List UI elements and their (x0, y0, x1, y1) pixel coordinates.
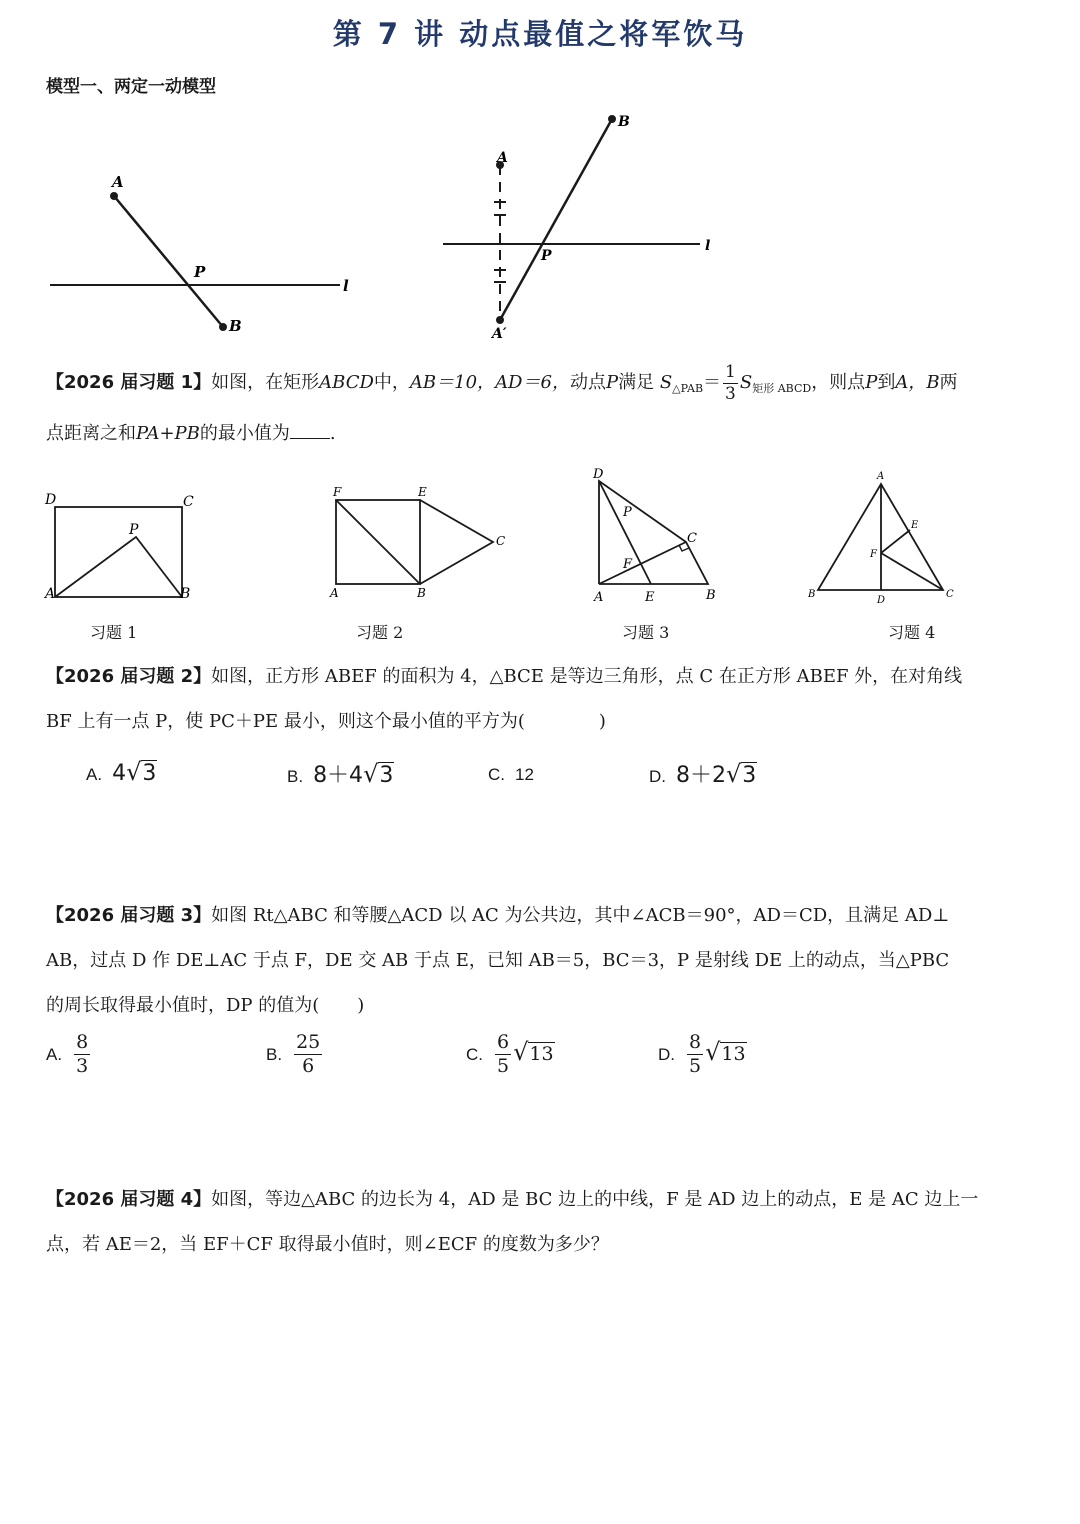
model-heading: 模型一、两定一动模型 (46, 77, 216, 97)
svg-text:C: C (687, 531, 697, 546)
caption-exercise-2: 习题 2 (356, 623, 404, 642)
question-3-line-2: AB，过点 D 作 DE⊥AC 于点 F，DE 交 AB 于点 E，已知 AB＝5，BC＝3，P 是射线 DE 上的动点，当△PBC (46, 950, 950, 971)
question-3-line-1: 【2026 届习题 3】如图 Rt△ABC 和等腰△ACD 以 AC 为公共边，其中∠ACB＝90°，AD＝CD，且满足 AD⊥ (46, 905, 950, 926)
question-2-line-1: 【2026 届习题 2】如图，正方形 ABEF 的面积为 4，△BCE 是等边三角形，点 C 在正方形 ABEF 外，在对角线 (46, 666, 963, 687)
svg-text:F: F (870, 549, 877, 560)
exercise-figure-4 (800, 465, 970, 610)
diagonal-bf (336, 500, 420, 584)
question-1-line-1: 【2026 届习题 1】如图，在矩形ABCD中，AB＝10，AD＝6，动点P满足 $S_{\triangle PAB}=$ $\frac{1}{3}$ $S_{矩形 ABCD}$，则点P到A，B两 (46, 361, 958, 404)
svg-text:B: B (417, 586, 426, 600)
point-a-prime (496, 316, 504, 324)
label-p: P (541, 248, 552, 264)
q3-option-c[interactable]: C. $\frac{6}{5}$ √13 (466, 1031, 554, 1077)
svg-text:A: A (330, 586, 339, 600)
q2-option-b[interactable]: B. 8＋4√3 (287, 760, 394, 788)
label-a: A (497, 150, 508, 166)
question-2 (46, 654, 1046, 744)
q3-option-d[interactable]: D. $\frac{8}{5}$ √13 (658, 1031, 746, 1077)
svg-text:F: F (333, 485, 342, 499)
question-2-line-2: BF 上有一点 P，使 PC＋PE 最小，则这个最小值的平方为( ) (46, 711, 606, 732)
svg-text:D: D (877, 595, 886, 606)
q2-option-c[interactable]: C. 12 (488, 765, 534, 784)
segment-cf (881, 553, 943, 590)
triangle-pab (55, 537, 182, 597)
segment-ac (599, 542, 686, 584)
svg-text:B: B (180, 586, 191, 602)
q2-option-a[interactable]: A. 4√3 (86, 758, 157, 786)
svg-text:A: A (45, 586, 56, 602)
question-4-line-2: 点，若 AE＝2，当 EF＋CF 取得最小值时，则∠ECF 的度数为多少？ (46, 1234, 609, 1255)
question-4 (46, 1177, 1046, 1267)
model-figure-1 (40, 165, 370, 345)
question-3-line-3: 的周长取得最小值时，DP 的值为( ) (46, 995, 365, 1016)
svg-text:E: E (418, 485, 427, 499)
point-b (608, 115, 616, 123)
question-1-line-2: 点距离之和PA+PB的最小值为 . (46, 411, 1046, 456)
segment-apb (114, 196, 223, 327)
svg-text:C: C (946, 589, 954, 600)
q3-option-b[interactable]: B. $\frac{25}{6}$ (266, 1031, 321, 1077)
svg-text:B: B (808, 589, 816, 600)
fraction-one-third: $\frac{1}{3}$ (725, 361, 736, 404)
label-a: A (112, 173, 124, 191)
svg-text:F: F (623, 557, 633, 572)
caption-exercise-4: 习题 4 (888, 623, 936, 642)
segment-ef (881, 530, 910, 553)
point-b (219, 323, 227, 331)
svg-text:D: D (593, 467, 604, 482)
svg-text:C: C (496, 534, 506, 548)
answer-blank[interactable] (290, 420, 330, 439)
svg-text:E: E (645, 590, 655, 605)
exercise-figure-1 (40, 490, 215, 610)
page-title: 第 7 讲 动点最值之将军饮马 (332, 17, 748, 51)
question-3 (46, 893, 1046, 1028)
question-3-tag: 【2026 届习题 3】 (46, 905, 212, 926)
question-4-line-1: 【2026 届习题 4】如图，等边△ABC 的边长为 4，AD 是 BC 边上的中线，F 是 AD 边上的动点，E 是 AC 边上一 (46, 1189, 979, 1210)
svg-text:D: D (45, 492, 57, 508)
exercise-figure-3 (585, 460, 725, 610)
model-figure-2 (435, 110, 725, 345)
label-p: P (194, 263, 206, 281)
caption-exercise-1: 习题 1 (90, 623, 138, 642)
svg-text:C: C (183, 494, 194, 510)
triangle-bce (420, 500, 493, 584)
point-a (110, 192, 118, 200)
svg-text:B: B (706, 588, 716, 603)
segment-a-prime-b (500, 119, 612, 320)
label-a-prime: A′ (492, 326, 507, 342)
question-4-tag: 【2026 届习题 4】 (46, 1189, 212, 1210)
svg-text:P: P (623, 505, 632, 520)
label-b: B (618, 114, 630, 130)
caption-exercise-3: 习题 3 (622, 623, 670, 642)
svg-text:E: E (911, 520, 919, 531)
exercise-figure-2 (325, 485, 520, 605)
label-l: l (343, 277, 349, 295)
question-1 (46, 360, 1046, 456)
label-l: l (705, 238, 711, 254)
question-1-tag: 【2026 届习题 1】 (46, 372, 212, 393)
q2-option-d[interactable]: D. 8＋2√3 (649, 760, 757, 788)
svg-text:P: P (129, 522, 139, 538)
svg-text:A: A (594, 590, 604, 605)
q3-option-a[interactable]: A. $\frac{8}{3}$ (46, 1031, 89, 1077)
question-2-tag: 【2026 届习题 2】 (46, 666, 212, 687)
label-b: B (229, 317, 242, 335)
svg-text:A: A (877, 471, 885, 482)
